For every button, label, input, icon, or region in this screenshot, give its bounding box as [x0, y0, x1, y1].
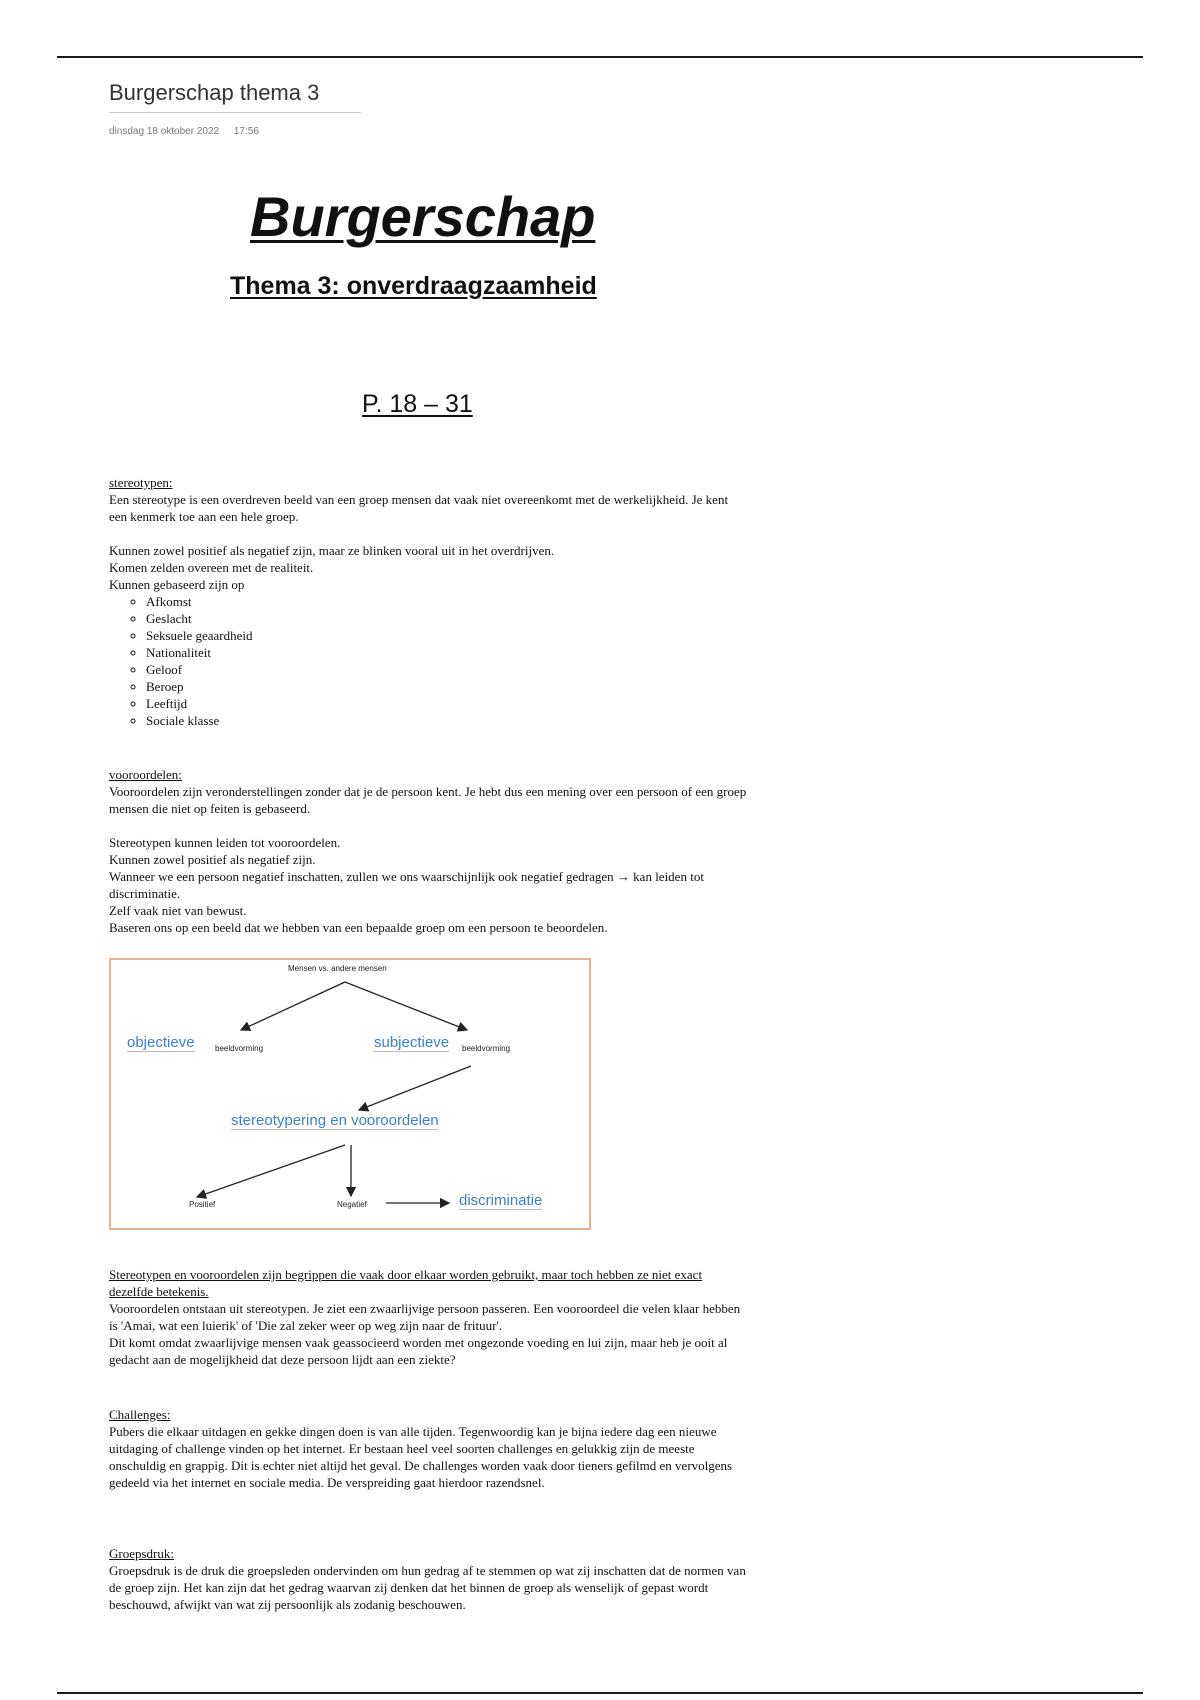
vooroordelen-line-3: Wanneer we een persoon negatief inschatten, zullen we ons waarschijnlijk ook negatief gedragen → kan leiden tot discriminatie.	[109, 869, 704, 901]
diagram-discriminatie: discriminatie	[459, 1192, 543, 1209]
verschil-para-1: Vooroordelen ontstaan uit stereotypen. Je ziet een zwaarlijvige persoon passeren. Een vooroordeel die velen klaar hebben is 'Amai, wat een luierik' of 'Die zal zeker weer op weg zijn naar de frituur'.	[109, 1301, 741, 1333]
heading-groepsdruk: Groepsdruk:	[109, 1546, 174, 1561]
vooroordelen-line-2: Kunnen zowel positief als negatief zijn.	[109, 852, 316, 867]
section-vooroordelen	[109, 766, 749, 936]
diagram-subjectieve: subjectieve	[374, 1034, 450, 1051]
list-item: ◦ Leeftijd	[146, 695, 749, 712]
diagram-negatief: Negatief	[337, 1200, 367, 1209]
list-item: ◦ Sociale klasse	[146, 712, 749, 729]
heading-challenges: Challenges:	[109, 1407, 171, 1422]
vooroordelen-definition: Vooroordelen zijn veronderstellingen zonder dat je de persoon kent. Je hebt dus een mening over een persoon of een groep mensen die niet op feiten is gebaseerd.	[109, 784, 747, 816]
section-challenges	[109, 1406, 749, 1491]
note-date: dinsdag 18 oktober 2022	[109, 126, 220, 137]
bottom-rule	[57, 1692, 1143, 1694]
section-groepsdruk	[109, 1545, 749, 1613]
arrow-to-stereotypering	[359, 1066, 471, 1110]
vooroordelen-line-5: Baseren ons op een beeld dat we hebben van een bepaalde groep om een persoon te beoordelen.	[109, 920, 608, 935]
list-item: ◦ Nationaliteit	[146, 644, 749, 661]
diagram-beeldvorming-left: beeldvorming	[215, 1044, 264, 1053]
note-time: 17:56	[233, 126, 259, 137]
stereotypen-list	[109, 593, 749, 729]
diagram-top-label: Mensen vs. andere mensen	[288, 964, 387, 973]
arrow-to-objectieve	[241, 982, 345, 1030]
vooroordelen-line-1: Stereotypen kunnen leiden tot vooroordelen.	[109, 835, 341, 850]
list-item: ◦ Afkomst	[146, 593, 749, 610]
heading-vooroordelen: vooroordelen:	[109, 767, 182, 782]
list-item: ◦ Geslacht	[146, 610, 749, 627]
note-timestamp	[109, 126, 259, 137]
list-item: ◦ Beroep	[146, 678, 749, 695]
heading-stereotypen: stereotypen:	[109, 475, 173, 490]
diagram-objectieve: objectieve	[127, 1034, 195, 1051]
arrow-to-subjectieve	[345, 982, 467, 1030]
verschil-para-2: Dit komt omdat zwaarlijvige mensen vaak geassocieerd worden met ongezonde voeding en lui zijn, maar heb je ooit al gedacht aan de mogelijkheid dat deze persoon lijdt aan een ziekte?	[109, 1335, 728, 1367]
top-rule	[57, 56, 1143, 58]
stereotypen-line-2: Komen zelden overeen met de realiteit.	[109, 560, 314, 575]
heading-verschil: Stereotypen en vooroordelen zijn begrippen die vaak door elkaar worden gebruikt, maar toch hebben ze niet exact dezelfde betekenis.	[109, 1267, 703, 1299]
document-title: Burgerschap	[250, 185, 596, 248]
diagram-beeldvorming-right: beeldvorming	[462, 1044, 511, 1053]
section-stereotypen	[109, 474, 749, 729]
list-item: ◦ Seksuele geaardheid	[146, 627, 749, 644]
document-subtitle: Thema 3: onverdraagzaamheid	[230, 272, 597, 300]
note-title: Burgerschap thema 3	[109, 80, 361, 113]
list-item: ◦ Geloof	[146, 661, 749, 678]
diagram-positief: Positief	[189, 1200, 216, 1209]
groepsdruk-para-1: Groepsdruk is de druk die groepsleden ondervinden om hun gedrag af te stemmen op wat zij inschatten dat de normen van de groep zijn. Het kan zijn dat het gedrag waarvan zij denken dat het binnen de groep als wenselijk of gepast wordt beschouwd, afwijkt van wat zij persoonlijk als zodanig beschouwen.	[109, 1563, 746, 1612]
diagram-stereotypering: stereotypering en vooroordelen	[231, 1112, 439, 1129]
page-range: P. 18 – 31	[362, 390, 473, 418]
arrow-to-positief	[197, 1145, 345, 1197]
concept-diagram	[109, 958, 591, 1230]
section-verschil	[109, 1266, 749, 1368]
vooroordelen-line-4: Zelf vaak niet van bewust.	[109, 903, 247, 918]
challenges-para-1: Pubers die elkaar uitdagen en gekke dingen doen is van alle tijden. Tegenwoordig kan je bijna iedere dag een nieuwe uitdaging of challenge vinden op het internet. Er bestaan heel veel soorten challenges en gelukkig zijn de meeste onschuldig en grappig. Dit is echter niet altijd het geval. De challenges worden vaak door tieners gefilmd en vervolgens gedeeld via het internet en sociale media. De verspreiding gaat hierdoor razendsnel.	[109, 1424, 733, 1490]
stereotypen-line-1: Kunnen zowel positief als negatief zijn, maar ze blinken vooral uit in het overdrijven.	[109, 543, 555, 558]
stereotypen-line-3: Kunnen gebaseerd zijn op	[109, 577, 245, 592]
stereotypen-definition: Een stereotype is een overdreven beeld van een groep mensen dat vaak niet overeenkomt met de werkelijkheid. Je kent een kenmerk toe aan een hele groep.	[109, 492, 729, 524]
